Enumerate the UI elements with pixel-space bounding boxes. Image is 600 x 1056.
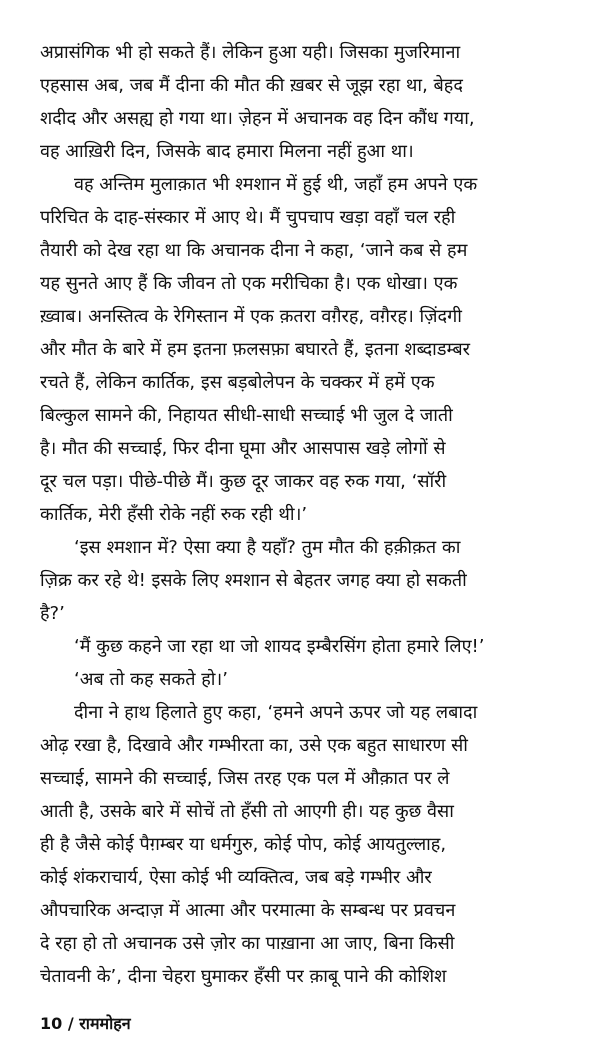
text-line-paragraph-start: ‘मैं कुछ कहने जा रहा था जो शायद इम्बैरसिंग होता हमारे लिए!’ (74, 636, 485, 657)
text-line-paragraph-start: वह अन्तिम मुलाक़ात भी श्मशान में हुई थी, जहाँ हम अपने एक (74, 174, 478, 195)
text-line: सच्चाई, सामने की सच्चाई, जिस तरह एक पल में औक़ात पर ले (40, 768, 450, 789)
text-line: शदीद और असह्य हो गया था। ज़ेहन में अचानक वह दिन कौंध गया, (40, 108, 475, 129)
text-line: आती है, उसके बारे में सोचें तो हँसी तो आएगी ही। यह कुछ वैसा (40, 801, 454, 822)
text-line: ज़िक्र कर रहे थे! इसके लिए श्मशान से बेहतर जगह क्या हो सकती (40, 570, 467, 591)
body-text (40, 36, 570, 993)
text-line-paragraph-start: दीना ने हाथ हिलाते हुए कहा, ‘हमने अपने ऊपर जो यह लबादा (74, 702, 478, 723)
text-line: एहसास अब, जब मैं दीना की मौत की ख़बर से जूझ रहा था, बेहद (40, 75, 463, 96)
text-line: दे रहा हो तो अचानक उसे ज़ोर का पाख़ाना आ जाए, बिना किसी (40, 933, 455, 954)
text-line: चेतावनी के’, दीना चेहरा घुमाकर हँसी पर क़ाबू पाने की कोशिश (40, 966, 447, 987)
page-footer: 10 / राममोहन (40, 1014, 131, 1033)
text-line: औपचारिक अन्दाज़ में आत्मा और परमात्मा के सम्बन्ध पर प्रवचन (40, 900, 456, 921)
text-line: है?’ (40, 603, 65, 624)
text-line: यह सुनते आए हैं कि जीवन तो एक मरीचिका है। एक धोखा। एक (40, 273, 458, 294)
text-line: बिल्कुल सामने की, निहायत सीधी-साधी सच्चाई भी जुल दे जाती (40, 405, 453, 426)
text-line: रचते हैं, लेकिन कार्तिक, इस बड़बोलेपन के चक्कर में हमें एक (40, 372, 435, 393)
text-line: ही है जैसे कोई पैग़म्बर या धर्मगुरु, कोई पोप, कोई आयतुल्लाह, (40, 834, 447, 855)
text-line-paragraph-start: ‘इस श्मशान में? ऐसा क्या है यहाँ? तुम मौत की हक़ीक़त का (74, 537, 461, 558)
text-line: दूर चल पड़ा। पीछे-पीछे मैं। कुछ दूर जाकर वह रुक गया, ‘सॉरी (40, 471, 447, 492)
text-line: अप्रासंगिक भी हो सकते हैं। लेकिन हुआ यही। जिसका मुजरिमाना (40, 42, 461, 63)
text-line-paragraph-start: ‘अब तो कह सकते हो।’ (74, 669, 228, 690)
text-line: परिचित के दाह-संस्कार में आए थे। मैं चुपचाप खड़ा वहाँ चल रही (40, 207, 456, 228)
text-line: ओढ़ रखा है, दिखावे और गम्भीरता का, उसे एक बहुत साधारण सी (40, 735, 468, 756)
text-line: और मौत के बारे में हम इतना फ़लसफ़ा बघारते हैं, इतना शब्दाडम्बर (40, 339, 470, 360)
text-line: तैयारी को देख रहा था कि अचानक दीना ने कहा, ‘जाने कब से हम (40, 240, 468, 261)
text-line: ख़्वाब। अनस्तित्व के रेगिस्तान में एक क़तरा वग़ैरह, वग़ैरह। ज़िंदगी (40, 306, 462, 327)
text-line: कार्तिक, मेरी हँसी रोके नहीं रुक रही थी।’ (40, 504, 308, 525)
text-line: कोई शंकराचार्य, ऐसा कोई भी व्यक्तित्व, जब बड़े गम्भीर और (40, 867, 432, 888)
text-line: वह आख़िरी दिन, जिसके बाद हमारा मिलना नहीं हुआ था। (40, 141, 414, 162)
text-line: है। मौत की सच्चाई, फिर दीना घूमा और आसपास खड़े लोगों से (40, 438, 446, 459)
